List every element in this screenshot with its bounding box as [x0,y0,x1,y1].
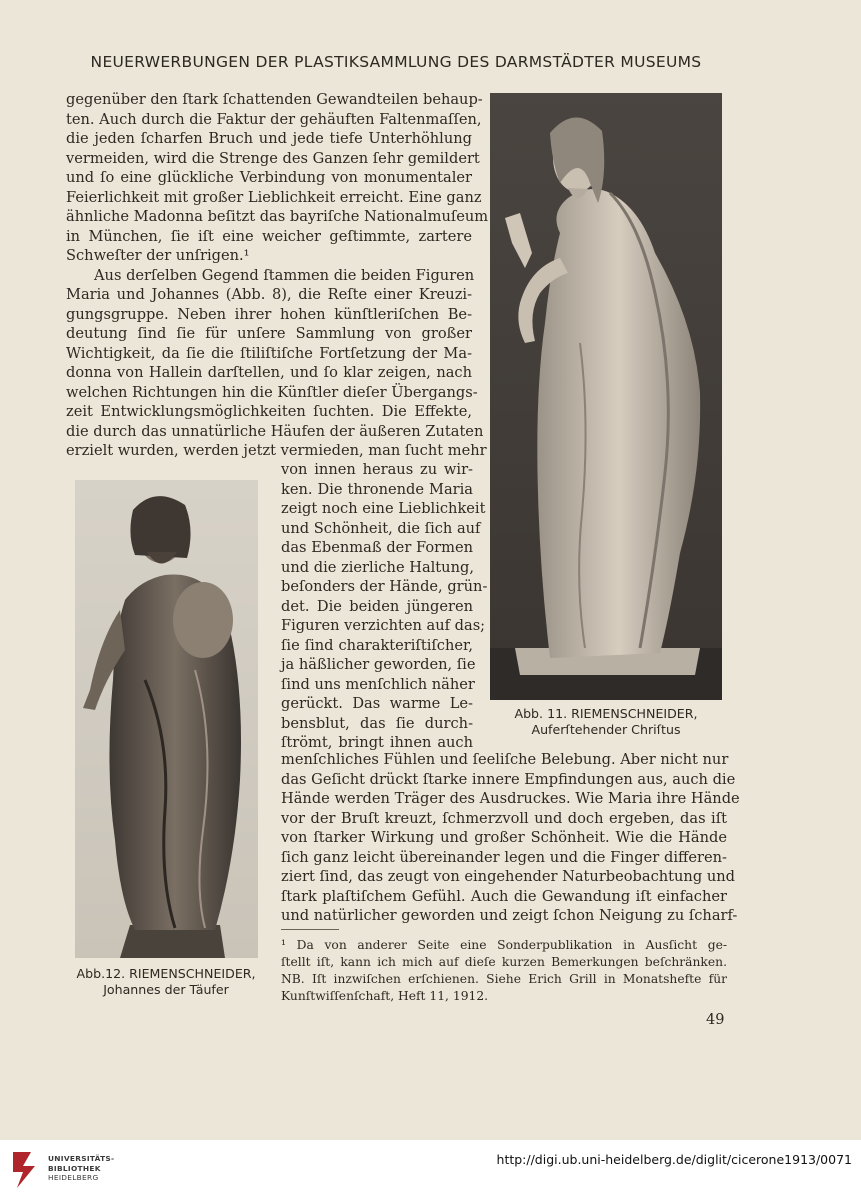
text-line: NB. Iſt inzwiſchen erſchienen. Siehe Erich Grill in Monatshefte für [281,972,727,986]
text-line: und ſo eine glückliche Verbindung von monumentaler [66,169,472,186]
source-url-link[interactable]: http://digi.ub.uni-heidelberg.de/diglit/cicerone1913/0071 [496,1152,852,1167]
figure-12-photo [75,480,258,958]
text-line: Maria und Johannes (Abb. 8), die Reſte einer Kreuzi- [66,286,472,303]
text-line: ſtrömt, bringt ihnen auch [281,734,473,751]
text-line: Feierlichkeit mit großer Lieblichkeit erreicht. Eine ganz [66,188,482,206]
text-line: Figuren verzichten auf das; [281,617,486,634]
text-line: zeit Entwicklungsmöglichkeiten ſuchten. Die Effekte, [66,403,472,420]
text-line: die jeden ſcharfen Bruch und jede tiefe Unterhöhlung [66,130,472,147]
text-line: ken. Die thronende Maria [281,480,473,498]
text-line: vor der Bruſt kreuzt, ſchmerzvoll und doch ergeben, das iſt [281,809,727,827]
text-line: Kunſtwiſſenſchaft, Heft 11, 1912. [281,989,489,1003]
text-line: vermeiden, wird die Strenge des Ganzen ſehr gemildert [66,149,480,167]
text-line: ziert ſind, das zeugt von eingehender Naturbeobachtung und [281,868,735,885]
text-line: ſtellt iſt, kann ich mich auf dieſe kurzen Bemerkungen beſchränken. [281,955,727,969]
text-line: ſich ganz leicht übereinander legen und die Finger differen- [281,848,727,866]
text-line: gerückt. Das warme Le- [281,695,473,712]
text-line: welchen Richtungen hin die Künſtler dieſer Übergangs- [66,383,478,401]
text-line: ten. Auch durch die Faktur der gehäuften Faltenmaſſen, [66,110,482,128]
figure-12-caption [66,966,266,998]
text-line: Hände werden Träger des Ausdruckes. Wie Maria ihre Hände [281,790,740,807]
text-line: gungsgruppe. Neben ihrer hohen künſtleriſchen Be- [66,305,472,323]
text-line: bensblut, das ſie durch- [281,714,473,732]
library-name [48,1154,114,1183]
text-line: beſonders der Hände, grün- [281,578,488,595]
text-line: das Geſicht drückt ſtarke innere Empfindungen aus, auch die [281,770,736,788]
text-line: in München, ſie iſt eine weicher geſtimmte, zartere [66,227,472,245]
text-line: ähnliche Madonna beſitzt das bayriſche Nationalmuſeum [66,208,489,225]
text-line: von innen heraus zu wir- [281,461,473,478]
text-line: Wichtigkeit, da ſie die ſtiliſtiſche Fortſetzung der Ma- [66,344,472,362]
text-line: und die zierliche Haltung, [281,558,474,576]
text-line: erzielt wurden, werden jetzt vermieden, man ſucht mehr [66,442,487,459]
text-line: zeigt noch eine Lieblichkeit [281,500,486,517]
text-line: und Schönheit, die ſich auf [281,519,481,537]
library-name-line1: UNIVERSITÄTS- [48,1154,115,1163]
library-name-line2: BIBLIOTHEK [48,1163,101,1173]
figure-11-caption-subtitle: Auferſtehender Chriſtus [531,722,681,737]
text-line: ſind uns menſchlich näher [281,675,475,693]
figure-11-caption-title: Abb. 11. RIEMENSCHNEIDER, [514,706,698,721]
text-line: ¹ Da von anderer Seite eine Sonderpublikation in Ausſicht ge- [281,938,727,952]
text-line: die durch das unnatürliche Häufen der äußeren Zutaten [66,422,484,440]
footnote [281,937,727,1005]
text-line: von ſtarker Wirkung und großer Schönheit. Wie die Hände [281,829,727,846]
footer-bar [0,1140,861,1203]
text-line: Schweſter der unſrigen.¹ [66,247,250,264]
figure-11-caption [490,706,722,738]
text-line: deutung ſind ſie für unſere Sammlung von großer [66,325,472,342]
text-line: Aus derſelben Gegend ſtammen die beiden Figuren [94,266,475,284]
text-line: ja häßlicher geworden, ſie [281,656,476,673]
text-line: ſtark plaſtiſchem Gefühl. Auch die Gewandung iſt einfacher [281,887,727,905]
library-logo-icon [9,1148,41,1192]
figure-12-caption-subtitle: Johannes der Täufer [103,982,229,997]
text-line: donna von Hallein darſtellen, und ſo klar zeigen, nach [66,364,472,381]
text-line: menſchliches Fühlen und ſeeliſche Belebung. Aber nicht nur [281,751,729,768]
text-line: und natürlicher geworden und zeigt ſchon Neigung zu ſcharf- [281,907,738,924]
text-line: det. Die beiden jüngeren [281,597,473,615]
page-number: 49 [706,1012,725,1028]
body-text-top [66,90,489,461]
running-title: NEUERWERBUNGEN DER PLASTIKSAMMLUNG DES DARMSTÄDTER MUSEUMS [90,53,702,71]
figure-11-photo [490,93,722,700]
body-text-bottom [281,750,740,926]
text-line: gegenüber den ſtark ſchattenden Gewandteilen behaup- [66,91,483,108]
footnote-rule [281,929,339,930]
library-name-line3: HEIDELBERG [48,1173,99,1182]
figure-12-caption-title: Abb.12. RIEMENSCHNEIDER, [76,966,256,981]
text-line: ſie ſind charakteriſtiſcher, [281,636,473,654]
body-text-middle [281,460,488,753]
text-line: das Ebenmaß der Formen [281,539,473,556]
